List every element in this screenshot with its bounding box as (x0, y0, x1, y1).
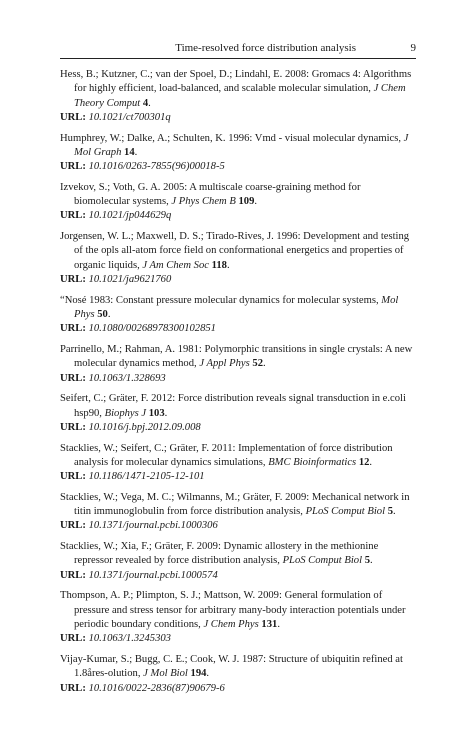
reference-journal: J Phys Chem B (171, 196, 236, 208)
reference-url-line (60, 470, 416, 484)
reference-doi-link[interactable]: 10.1080/00268978300102851 (88, 323, 216, 335)
reference-entry: Jorgensen, W. L.; Maxwell, D. S.; Tirado-Rives, J. 1996: Development and testing of the opls all-atom force field on conformational energetics and properties of organic liquids, J Am Chem Soc 118. URL: 10.1021/ja9621760 (60, 230, 416, 287)
url-label: URL: (60, 161, 86, 173)
reference-entry: Parrinello, M.; Rahman, A. 1981: Polymorphic transitions in single crystals: A new molecular dynamics method, J Appl Phys 52. URL: 10.1063/1.328693 (60, 343, 416, 386)
reference-text: Parrinello, M.; Rahman, A. 1981: Polymorphic transitions in single crystals: A new molecular dynamics method, (60, 344, 413, 370)
reference-journal: J Chem Theory Comput (74, 83, 406, 109)
reference-volume: 5 (387, 506, 393, 518)
reference-entry: Seifert, C.; Gräter, F. 2012: Force distribution reveals signal transduction in e.coli hsp90, Biophys J 103. URL: 10.1016/j.bpj.2012.09.008 (60, 392, 416, 435)
reference-volume: 118 (211, 259, 227, 271)
reference-url-line (60, 111, 416, 125)
reference-url-line (60, 372, 416, 386)
reference-url-line (60, 682, 416, 696)
reference-text: Humphrey, W.; Dalke, A.; Schulten, K. 1996: Vmd - visual molecular dynamics, (60, 132, 404, 144)
url-label: URL: (60, 471, 86, 483)
reference-doi-link[interactable]: 10.1016/0263-7855(96)00018-5 (88, 161, 225, 173)
url-label: URL: (60, 111, 86, 123)
reference-text: Thompson, A. P.; Plimpton, S. J.; Mattson, W. 2009: General formulation of pressure and stress tensor for arbitrary many-body interaction potentials under periodic boundary conditions, (60, 590, 406, 630)
reference-journal: J Am Chem Soc (142, 259, 209, 271)
reference-volume: 131 (261, 619, 278, 630)
reference-volume: 103 (148, 407, 165, 419)
running-header (60, 42, 416, 58)
reference-doi-link[interactable]: 10.1371/journal.pcbi.1000574 (88, 569, 218, 581)
url-label: URL: (60, 372, 86, 384)
reference-text: Vijay-Kumar, S.; Bugg, C. E.; Cook, W. J. 1987: Structure of ubiquitin refined at 1.8åres-olution, (60, 653, 403, 680)
reference-entry: “Nosé 1983: Constant pressure molecular dynamics for molecular systems, Mol Phys 50. URL: 10.1080/00268978300102851 (60, 294, 416, 337)
reference-volume: 14 (124, 146, 135, 158)
reference-url-line (60, 160, 416, 174)
reference-volume: 4 (142, 97, 149, 109)
reference-doi-link[interactable]: 10.1063/1.3245303 (88, 633, 171, 645)
url-label: URL: (60, 569, 86, 581)
reference-doi-link[interactable]: 10.1021/jp044629q (88, 210, 172, 222)
reference-journal: PLoS Comput Biol (282, 555, 363, 567)
header-rule (60, 58, 416, 59)
reference-url-line (60, 273, 416, 287)
reference-text: Stacklies, W.; Xia, F.; Gräter, F. 2009: Dynamic allostery in the methionine repressor revealed by force distribution analysis, (60, 541, 379, 567)
reference-journal: Biophys J (104, 407, 147, 419)
reference-volume: 50 (97, 309, 108, 321)
reference-journal: J Mol Graph (74, 132, 409, 158)
reference-doi-link[interactable]: 10.1016/0022-2836(87)90679-6 (88, 682, 225, 694)
url-label: URL: (60, 323, 86, 335)
reference-entry: Vijay-Kumar, S.; Bugg, C. E.; Cook, W. J. 1987: Structure of ubiquitin refined at 1.8åres-olution, J Mol Biol 194. URL: 10.1016/0022-2836(87)90679-6 (60, 653, 416, 696)
url-label: URL: (60, 421, 86, 433)
reference-text: “Nosé 1983: Constant pressure molecular dynamics for molecular systems, (60, 294, 382, 306)
reference-volume: 5 (364, 555, 370, 567)
url-label: URL: (60, 210, 86, 222)
reference-url-line (60, 421, 416, 435)
running-title: Time-resolved force distribution analysis (175, 42, 356, 54)
reference-url-line (60, 322, 416, 336)
reference-url-line (60, 569, 416, 583)
page-number: 9 (410, 42, 416, 54)
reference-volume: 194 (190, 668, 207, 680)
reference-doi-link[interactable]: 10.1186/1471-2105-12-101 (88, 471, 205, 483)
reference-doi-link[interactable]: 10.1021/ja9621760 (88, 274, 172, 286)
url-label: URL: (60, 274, 86, 286)
reference-entry: Stacklies, W.; Vega, M. C.; Wilmanns, M.; Gräter, F. 2009: Mechanical network in titin immunoglobulin from force distribution analysis, PLoS Comput Biol 5. URL: 10.1371/journal.pcbi.1000306 (60, 491, 416, 534)
reference-text: Stacklies, W.; Vega, M. C.; Wilmanns, M.; Gräter, F. 2009: Mechanical network in titin immunoglobulin from force distribution analysis, (60, 491, 410, 518)
url-label: URL: (60, 633, 86, 645)
reference-journal: Mol Phys (74, 294, 399, 321)
reference-entry: Thompson, A. P.; Plimpton, S. J.; Mattson, W. 2009: General formulation of pressure and stress tensor for arbitrary many-body interaction potentials under periodic boundary conditions, J Chem Phys 131. URL: 10.1063/1.3245303 (60, 589, 416, 646)
reference-text: Stacklies, W.; Seifert, C.; Gräter, F. 2011: Implementation of force distribution analysis for molecular dynamics simulations, (60, 442, 393, 468)
reference-text: Izvekov, S.; Voth, G. A. 2005: A multiscale coarse-graining method for biomolecular systems, (60, 181, 361, 208)
reference-text: Seifert, C.; Gräter, F. 2012: Force distribution reveals signal transduction in e.coli hsp90, (60, 393, 406, 419)
reference-journal: PLoS Comput Biol (305, 506, 386, 518)
reference-journal: J Appl Phys (199, 358, 250, 370)
reference-url-line (60, 519, 416, 533)
reference-url-line (60, 632, 416, 646)
reference-journal: J Mol Biol (143, 668, 188, 680)
url-label: URL: (60, 682, 86, 694)
reference-doi-link[interactable]: 10.1063/1.328693 (88, 372, 166, 384)
reference-text: Jorgensen, W. L.; Maxwell, D. S.; Tirado-Rives, J. 1996: Development and testing of the opls all-atom force field on conformational energetics and properties of organic liquids, (60, 231, 410, 271)
reference-url-line (60, 209, 416, 223)
reference-entry: Izvekov, S.; Voth, G. A. 2005: A multiscale coarse-graining method for biomolecular systems, J Phys Chem B 109. URL: 10.1021/jp044629q (60, 181, 416, 224)
reference-volume: 109 (238, 196, 255, 208)
reference-entry: Stacklies, W.; Seifert, C.; Gräter, F. 2011: Implementation of force distribution analysis for molecular dynamics simulations, BMC Bioinformatics 12. URL: 10.1186/1471-2105-12-101 (60, 442, 416, 485)
reference-entry: Hess, B.; Kutzner, C.; van der Spoel, D.; Lindahl, E. 2008: Gromacs 4: Algorithms for highly efficient, load-balanced, and scalable molecular simulation, J Chem Theory Comput 4. URL: 10.1021/ct700301q (60, 68, 416, 125)
reference-doi-link[interactable]: 10.1371/journal.pcbi.1000306 (88, 520, 218, 532)
reference-volume: 52 (252, 358, 263, 370)
reference-journal: BMC Bioinformatics (268, 456, 357, 468)
reference-doi-link[interactable]: 10.1021/ct700301q (88, 111, 171, 123)
reference-volume: 12 (358, 456, 370, 468)
reference-journal: J Chem Phys (203, 619, 259, 630)
reference-text: Hess, B.; Kutzner, C.; van der Spoel, D.; Lindahl, E. 2008: Gromacs 4: Algorithms for highly efficient, load-balanced, and scalable molecular simulation, (60, 69, 412, 95)
url-label: URL: (60, 520, 86, 532)
reference-entry: Stacklies, W.; Xia, F.; Gräter, F. 2009: Dynamic allostery in the methionine repressor revealed by force distribution analysis, PLoS Comput Biol 5. URL: 10.1371/journal.pcbi.1000574 (60, 540, 416, 583)
reference-list (60, 68, 416, 702)
reference-entry: Humphrey, W.; Dalke, A.; Schulten, K. 1996: Vmd - visual molecular dynamics, J Mol Graph 14. URL: 10.1016/0263-7855(96)00018-5 (60, 132, 416, 175)
reference-doi-link[interactable]: 10.1016/j.bpj.2012.09.008 (88, 421, 201, 433)
